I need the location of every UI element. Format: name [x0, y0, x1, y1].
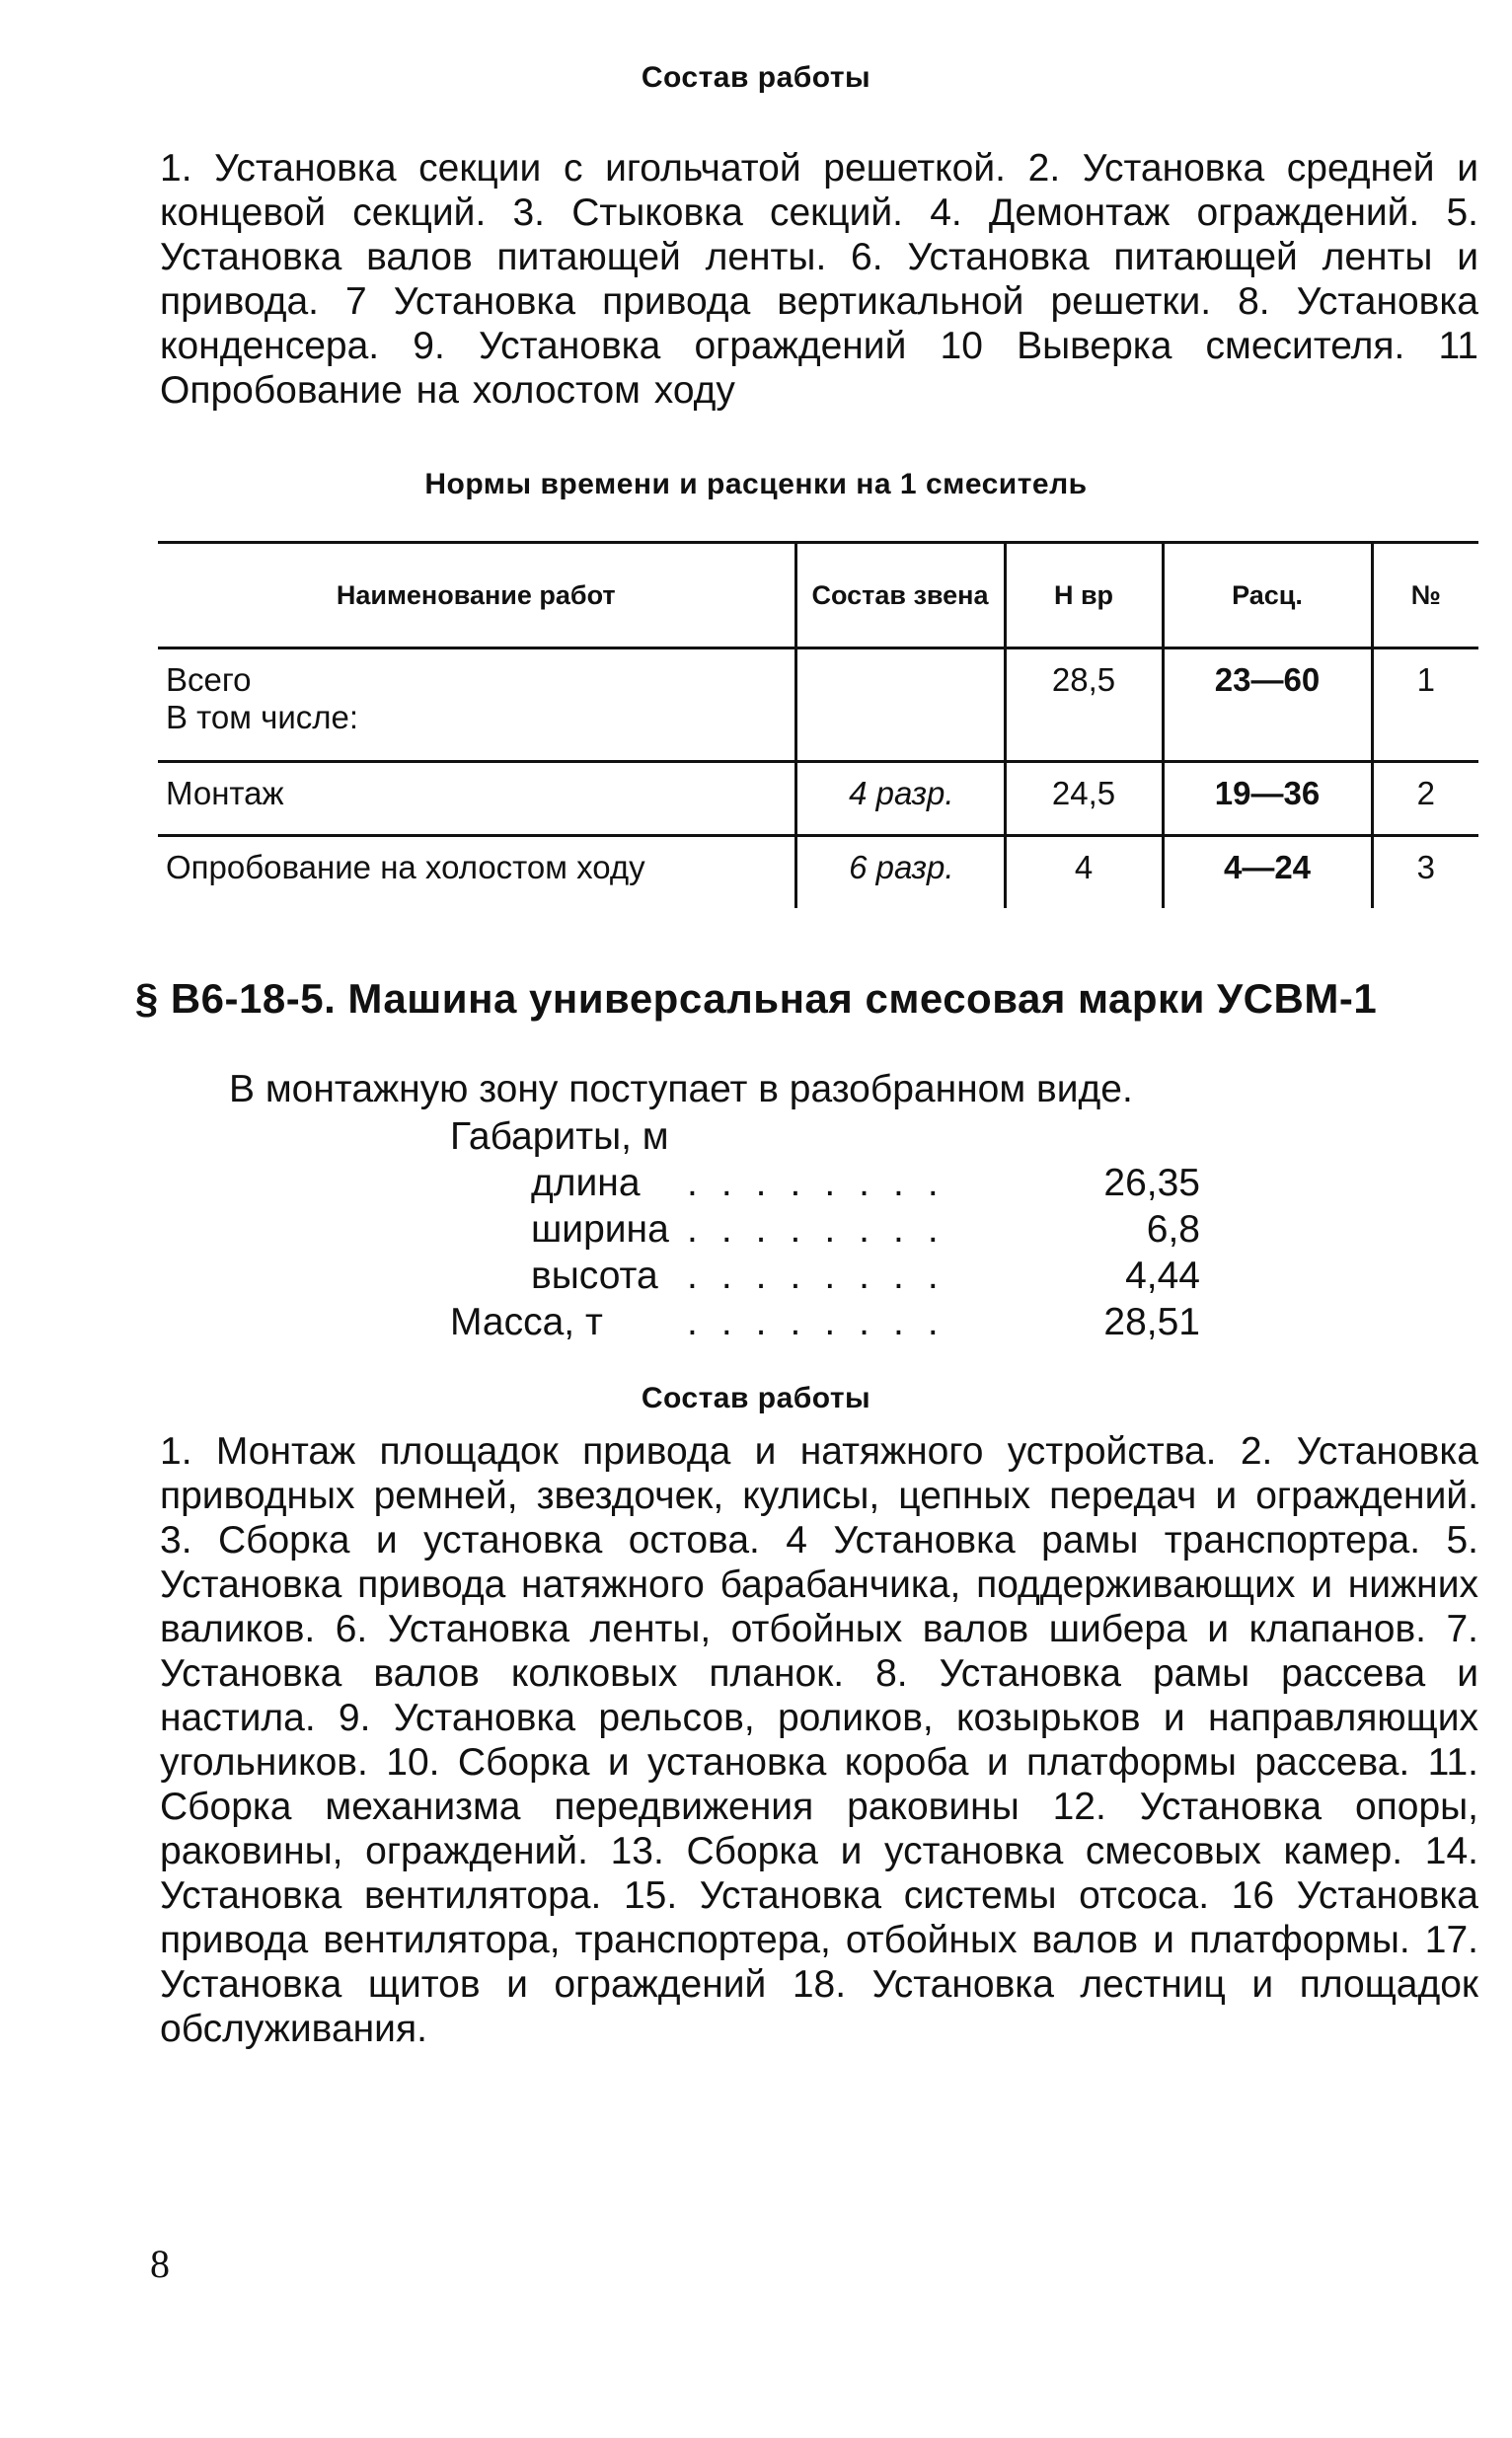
dims-label-row [450, 1113, 1200, 1160]
header-crew: Состав звена [795, 543, 1005, 648]
dim-value: 6,8 [1146, 1208, 1200, 1251]
header-rate: Расц. [1163, 543, 1372, 648]
dimensions-block [450, 1113, 1200, 1345]
mass-value: 28,51 [1103, 1301, 1200, 1343]
norms-title: Нормы времени и расценки на 1 смеситель [424, 468, 1088, 500]
leader-dots: ........ [687, 1208, 962, 1251]
section2-work-text: 1. Монтаж площадок привода и натяжного устройства. 2. Установка приводных ремней, звездочек, кулисы, цепных передач и ограждений. 3. Сборка и установка остова. 4 Установка рамы транспортера. 5. Установка привода натяжного барабанчика, поддерживающих и нижних валиков. 6. Установка ленты, отбойных валов шибера и клапанов. 7. Установка валов колковых планок. 8. Установка рамы рассева и настила. 9. Установка рельсов, роликов, козырьков и направляющих угольников. 10. Сборка и установка короба и платформы рассева. 11. Сборка механизма передвижения раковины 12. Установка опоры, раковины, ограждений. 13. Сборка и установка смесовых камер. 14. Установка вентилятора. 15. Установка системы отсоса. 16 Установка привода вентилятора, транспортера, отбойных валов и платформы. 17. Установка щитов и ограждений 18. Установка лестниц и площадок обслуживания. [160, 1430, 1478, 2050]
row-num: 1 [1372, 648, 1478, 762]
dim-label: длина [531, 1162, 641, 1204]
dim-value: 4,44 [1125, 1255, 1200, 1297]
row-rate: 23—60 [1163, 648, 1372, 762]
row-crew [795, 648, 1005, 762]
section1-work-text: 1. Установка секции с игольчатой решеткой. 2. Установка средней и концевой секций. 3. Стыковка секций. 4. Демонтаж ограждений. 5. Установка валов питающей ленты. 6. Установка питающей ленты и привода. 7 Установка привода вертикальной решетки. 8. Установка конденсера. 9. Установка ограждений 10 Выверка смесителя. 11 Опробование на холостом ходу [160, 147, 1478, 412]
row-time: 28,5 [1005, 648, 1163, 762]
dim-row-width [450, 1206, 1200, 1253]
dim-row-length [450, 1160, 1200, 1206]
row-name: Всего [166, 661, 252, 698]
mass-label: Масса, т [450, 1301, 603, 1343]
page-number: 8 [150, 2242, 170, 2286]
leader-dots: ........ [687, 1301, 962, 1343]
dims-label: Габариты, м [450, 1115, 669, 1158]
row-name-cell [158, 648, 795, 762]
row-name-sub: В том числе: [166, 699, 359, 735]
row-rate: 4—24 [1163, 836, 1372, 909]
header-name: Наименование работ [158, 543, 795, 648]
leader-dots: ........ [687, 1255, 962, 1297]
row-rate: 19—36 [1163, 762, 1372, 836]
dim-label: ширина [531, 1208, 669, 1251]
dim-row-height [450, 1253, 1200, 1299]
row-crew: 6 разр. [795, 836, 1005, 909]
section2-heading: Состав работы [641, 1382, 871, 1414]
header-time: Н вр [1005, 543, 1163, 648]
row-num: 2 [1372, 762, 1478, 836]
leader-dots: ........ [687, 1162, 962, 1204]
row-name: Опробование на холостом ходу [166, 849, 645, 885]
row-time: 24,5 [1005, 762, 1163, 836]
norms-table [158, 541, 1478, 908]
header-num: № [1372, 543, 1478, 648]
section1-heading: Состав работы [641, 61, 871, 94]
table-row [158, 762, 1478, 836]
row-crew: 4 разр. [795, 762, 1005, 836]
row-name: Монтаж [158, 762, 795, 836]
row-num: 3 [1372, 836, 1478, 909]
dim-label: высота [531, 1255, 658, 1297]
mass-row [450, 1299, 1200, 1345]
dim-value: 26,35 [1103, 1162, 1200, 1204]
section-title: § В6-18-5. Машина универсальная смесовая марки УСВМ-1 [134, 975, 1378, 1022]
row-time: 4 [1005, 836, 1163, 909]
table-row [158, 836, 1478, 909]
delivery-intro: В монтажную зону поступает в разобранном виде. [229, 1068, 1133, 1110]
table-header-row [158, 543, 1478, 648]
table-row [158, 648, 1478, 762]
